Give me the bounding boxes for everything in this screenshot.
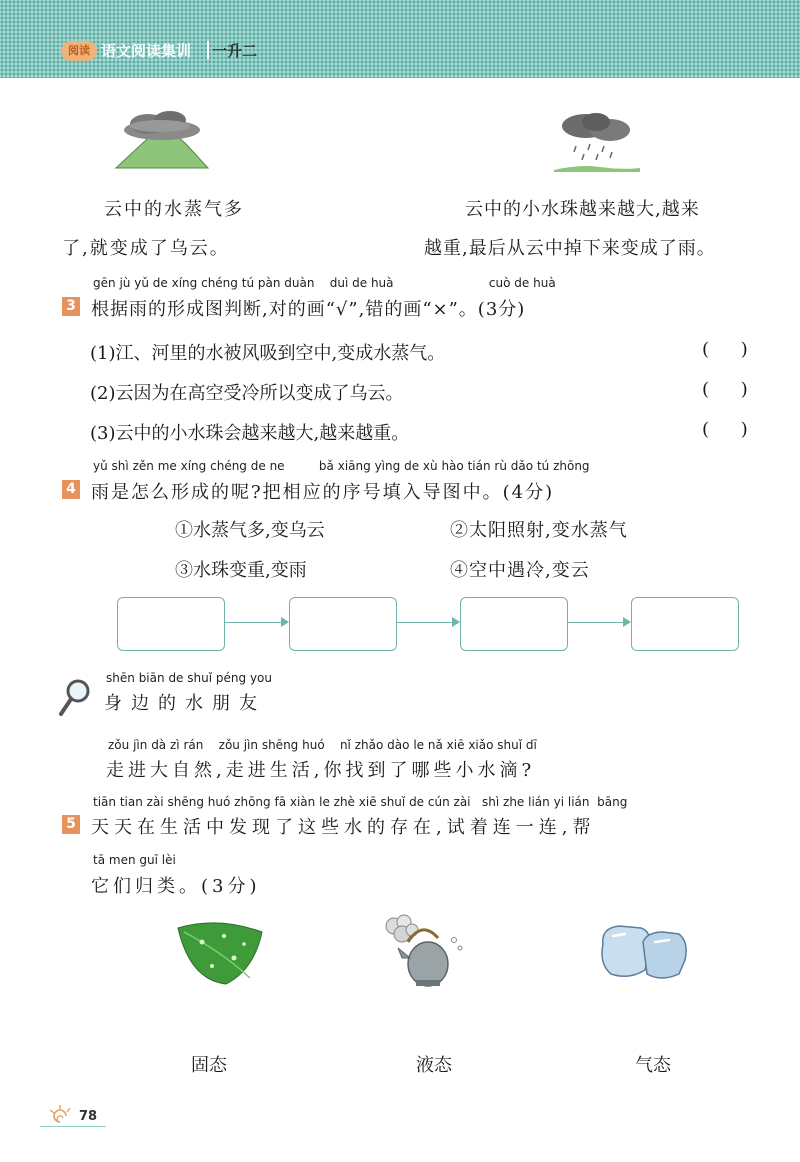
q5-prompt-line2: 它们归类。(3分) (91, 876, 261, 897)
grade-label: 一升二 (212, 42, 258, 60)
flow-box-1[interactable] (117, 597, 225, 651)
q4-option-3: ③水珠变重,变雨 (175, 560, 307, 581)
q3-item3: (3)云中的小水珠会越来越大,越来越重。 (90, 423, 410, 444)
dewy-leaf-illustration (172, 918, 268, 988)
q4-option-2: ②太阳照射,变水蒸气 (450, 520, 628, 541)
flow-box-2[interactable] (289, 597, 397, 651)
q3-item3-answer-blank[interactable]: ( ) (702, 419, 748, 440)
title-separator (207, 41, 209, 59)
q4-option-4: ④空中遇冷,变云 (450, 560, 590, 581)
flow-arrow-3 (568, 622, 629, 623)
q4-prompt: 雨是怎么形成的呢?把相应的序号填入导图中。(4分) (91, 482, 555, 503)
state-liquid-label: 液态 (416, 1055, 452, 1076)
steaming-kettle-illustration (378, 914, 468, 994)
q4-option-1: ①水蒸气多,变乌云 (175, 520, 325, 541)
q5-pinyin-line2: tā men guī lèi (93, 853, 176, 867)
rain-caption-line2: 越重,最后从云中掉下来变成了雨。 (424, 238, 716, 259)
q5-number: 5 (62, 815, 80, 834)
q3-number: 3 (62, 297, 80, 316)
footer-line (40, 1126, 106, 1127)
q3-pinyin: gēn jù yǔ de xíng chéng tú pàn duàn duì de huà cuò de huà (93, 276, 556, 290)
q4-pinyin: yǔ shì zěn me xíng chéng de ne bǎ xiāng yìng de xù hào tián rù dǎo tú zhōng (93, 459, 590, 473)
ice-cubes-illustration (595, 920, 691, 984)
q3-item1-answer-blank[interactable]: ( ) (702, 339, 748, 360)
section-title-pinyin: shēn biān de shuǐ péng you (106, 671, 273, 685)
section-intro-pinyin: zǒu jìn dà zì rán zǒu jìn shēng huó nǐ zhǎo dào le nǎ xiē xiǎo shuǐ dī (108, 738, 537, 752)
cloud-mountain-illustration (112, 108, 212, 170)
flow-box-4[interactable] (631, 597, 739, 651)
sun-swirl-icon (46, 1104, 74, 1126)
flow-arrow-1 (225, 622, 287, 623)
q3-item2-answer-blank[interactable]: ( ) (702, 379, 748, 400)
section-title: 身边的水朋友 (104, 693, 266, 714)
rain-cloud-illustration (550, 110, 642, 172)
page-number: 78 (79, 1109, 98, 1124)
header-banner (0, 0, 800, 78)
series-title: 语文阅读集训 (101, 42, 192, 60)
cloud-caption-line2: 了,就变成了乌云。 (62, 238, 230, 259)
q5-prompt-line1: 天天在生活中发现了这些水的存在,试着连一连,帮 (91, 817, 596, 838)
q5-pinyin-line1: tiān tian zài shēng huó zhōng fā xiàn le zhè xiē shuǐ de cún zài shì zhe lián yi lián bāng (93, 795, 628, 809)
cloud-caption-line1: 云中的水蒸气多 (104, 199, 244, 220)
q4-number: 4 (62, 480, 80, 499)
q3-item1: (1)江、河里的水被风吸到空中,变成水蒸气。 (90, 343, 446, 364)
section-intro: 走进大自然,走进生活,你找到了哪些小水滴? (106, 760, 536, 781)
series-badge: 阅读 (61, 41, 97, 61)
state-gas-label: 气态 (635, 1055, 671, 1076)
q3-item2: (2)云因为在高空受冷所以变成了乌云。 (90, 383, 404, 404)
magnifier-icon (58, 678, 92, 718)
state-solid-label: 固态 (191, 1055, 227, 1076)
flow-box-3[interactable] (460, 597, 568, 651)
rain-caption-line1: 云中的小水珠越来越大,越来 (465, 199, 700, 220)
q3-prompt: 根据雨的形成图判断,对的画“√”,错的画“×”。(3分) (91, 299, 526, 320)
flow-arrow-2 (397, 622, 458, 623)
